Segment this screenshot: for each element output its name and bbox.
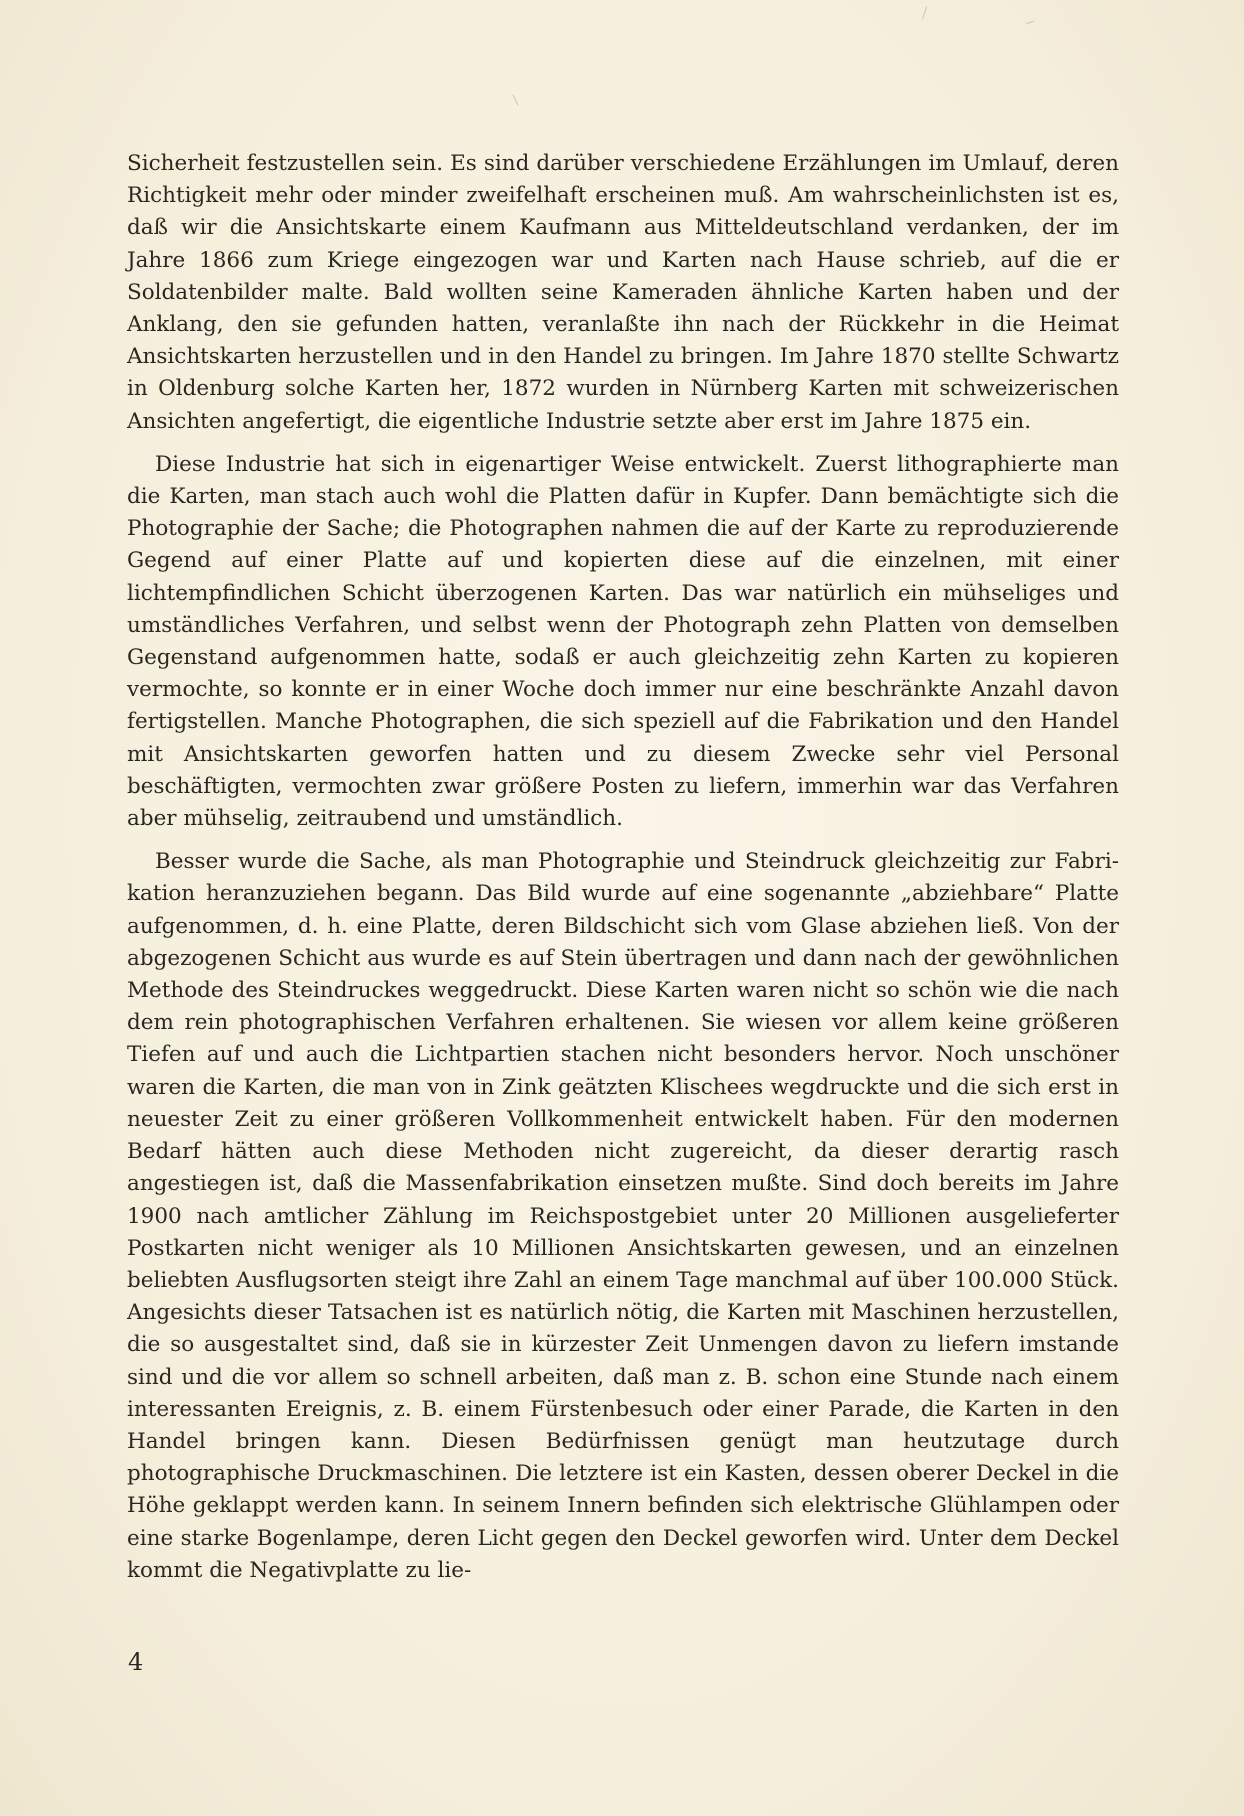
paragraph-3: Besser wurde die Sache, als man Photographie und Steindruck gleichzeitig zur Fabrikation heranzuziehen begann. Das Bild wurde auf eine sogenannte „abziehbare“ Platte aufgenommen, d. h. eine Platte, deren Bildschicht sich vom Glase abziehen ließ. Von der abgezogenen Schicht aus wurde es auf Stein übertragen und dann nach der gewöhnlichen Methode des Steindruckes weggedruckt. Diese Karten waren nicht so schön wie die nach dem rein photographischen Verfahren erhaltenen. Sie wiesen vor allem keine größeren Tiefen auf und auch die Lichtpartien stachen nicht besonders hervor. Noch unschöner waren die Karten, die man von in Zink geätzten Klischees wegdruckte und die sich erst in neuester Zeit zu einer größeren Vollkommenheit entwickelt haben. Für den modernen Bedarf hätten auch diese Methoden nicht zugereicht, da dieser derartig rasch angestiegen ist, daß die Massenfabrikation einsetzen mußte. Sind doch bereits im Jahre 1900 nach amtlicher Zählung im Reichspostgebiet unter 20 Millionen ausgelieferter Postkarten nicht weniger als 10 Millionen Ansichtskarten gewesen, und an einzelnen beliebten Ausflugsorten steigt ihre Zahl an einem Tage manchmal auf über 100.000 Stück. Angesichts dieser Tatsachen ist es natürlich nötig, die Karten mit Maschinen herzustellen, die so ausgestaltet sind, daß sie in kürzester Zeit Unmengen davon zu liefern imstande sind und die vor allem so schnell arbeiten, daß man z. B. schon eine Stunde nach einem interessanten Ereignis, z. B. einem Fürstenbesuch oder einer Parade, die Karten in den Handel bringen kann. Diesen Bedürfnissen genügt man heutzutage durch photographische Druckmaschinen. Die letztere ist ein Kasten, dessen oberer Deckel in die Höhe geklappt werden kann. In seinem Innern befinden sich elektrische Glühlampen oder eine starke Bogenlampe, deren Licht gegen den Deckel geworfen wird. Unter dem Deckel kommt die Negativplatte zu lie- — [127, 849, 1119, 1583]
body-text — [127, 148, 1119, 1587]
paragraph-2: Diese Industrie hat sich in eigenartiger Weise entwickelt. Zuerst lithographierte man die Karten, man stach auch wohl die Platten dafür in Kupfer. Dann bemächtigte sich die Photographie der Sache; die Photographen nahmen die auf der Karte zu reproduzierende Gegend auf einer Platte auf und kopierten diese auf die einzelnen, mit einer lichtempfindlichen Schicht überzogenen Karten. Das war natürlich ein mühseliges und umständliches Verfahren, und selbst wenn der Photograph zehn Platten von demselben Gegenstand aufgenommen hatte, sodaß er auch gleichzeitig zehn Karten zu kopieren vermochte, so konnte er in einer Woche doch immer nur eine beschränkte Anzahl davon fertigstellen. Manche Photographen, die sich speziell auf die Fabrikation und den Handel mit Ansichtskarten geworfen hatten und zu diesem Zwecke sehr viel Personal beschäftigten, vermochten zwar größere Posten zu liefern, immerhin war das Verfahren aber mühselig, zeitraubend und umständlich. — [127, 451, 1119, 832]
page-number: 4 — [128, 1648, 144, 1676]
paper-speck — [1026, 21, 1034, 25]
paper-speck — [922, 6, 927, 20]
paper-speck — [513, 94, 519, 105]
paragraph-1: Sicherheit festzustellen sein. Es sind darüber verschiedene Erzählungen im Umlauf, deren Richtigkeit mehr oder minder zweifelhaft erscheinen muß. Am wahrscheinlichsten ist es, daß wir die Ansichtskarte einem Kaufmann aus Mitteldeutschland verdanken, der im Jahre 1866 zum Kriege eingezogen war und Karten nach Hause schrieb, auf die er Soldatenbilder malte. Bald wollten seine Kameraden ähnliche Karten haben und der Anklang, den sie gefunden hatten, veranlaßte ihn nach der Rückkehr in die Heimat Ansichtskarten herzustellen und in den Handel zu bringen. Im Jahre 1870 stellte Schwartz in Oldenburg solche Karten her, 1872 wurden in Nürnberg Karten mit schweizerischen Ansichten angefertigt, die eigentliche Industrie setzte aber erst im Jahre 1875 ein. — [127, 151, 1119, 434]
